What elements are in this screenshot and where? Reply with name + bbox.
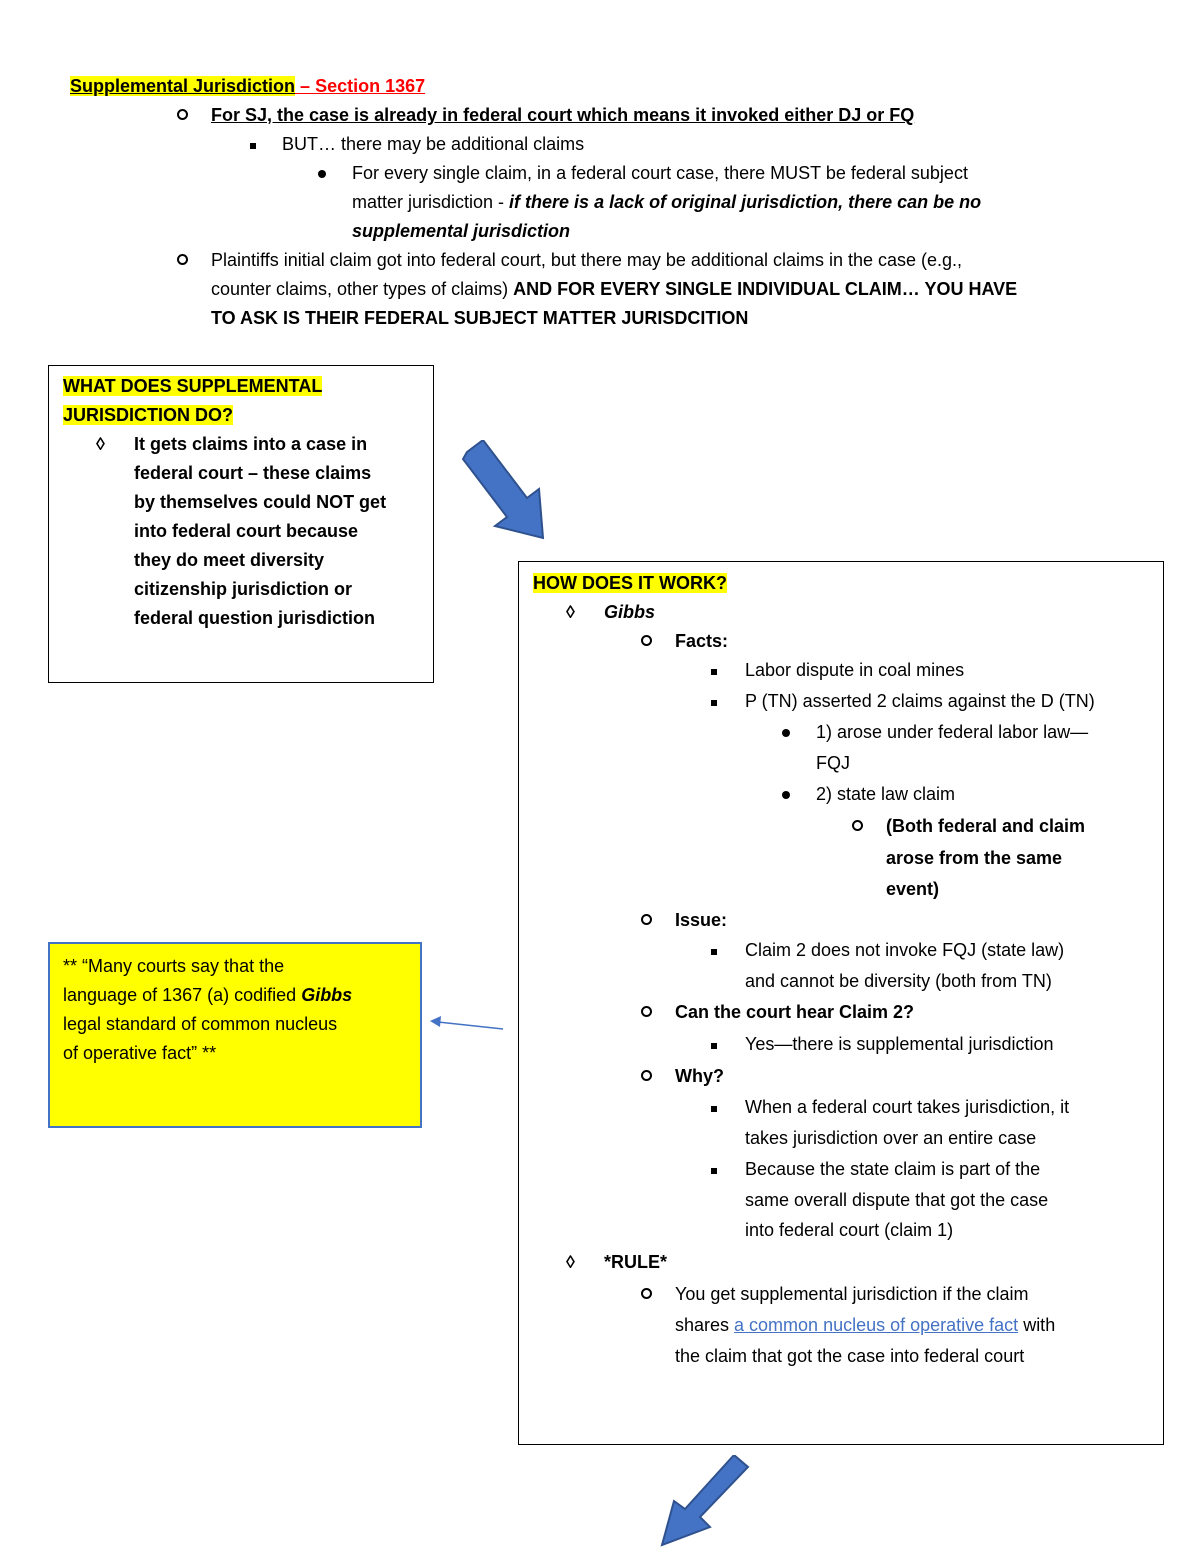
fact-2: P (TN) asserted 2 claims against the D (TN) (745, 691, 1095, 711)
circle-bullet-icon (641, 1062, 652, 1091)
issue-label: Issue: (675, 910, 728, 930)
what-line: they do meet diversity (134, 550, 325, 570)
rule-2 (675, 1311, 1055, 1340)
title-dash: – (295, 76, 316, 96)
quote-line-2b: Gibbs (301, 985, 353, 1005)
what-line: It gets claims into a case in (134, 434, 368, 454)
diamond-bullet-icon: ◊ (566, 1252, 575, 1272)
title-main: Supplemental Jurisdiction (70, 76, 296, 96)
dot-bullet-icon (318, 159, 326, 188)
intro-line-8: TO ASK IS THEIR FEDERAL SUBJECT MATTER JURISDCITION (211, 308, 749, 328)
page-title (70, 72, 425, 101)
can-label: Can the court hear Claim 2? (675, 1002, 915, 1022)
rule-2b: with (1018, 1315, 1056, 1335)
why-2b: same overall dispute that got the case (745, 1190, 1049, 1210)
square-bullet-icon (711, 1155, 717, 1184)
intro-line-5: supplemental jurisdiction (352, 221, 571, 241)
circle-bullet-icon (177, 101, 188, 130)
what-heading-2 (63, 401, 233, 430)
issue-1a: Claim 2 does not invoke FQJ (state law) (745, 940, 1065, 960)
rule-label: *RULE* (604, 1252, 668, 1272)
square-bullet-icon (711, 1030, 717, 1059)
why-1b: takes jurisdiction over an entire case (745, 1128, 1037, 1148)
intro-line-4 (352, 188, 981, 217)
issue-1b: and cannot be diversity (both from TN) (745, 971, 1052, 991)
intro-line-7 (211, 275, 1017, 304)
gibbs-label: Gibbs (604, 602, 656, 622)
intro-line-6: Plaintiffs initial claim got into federal court, but there may be additional claims in the case (e.g., (211, 250, 963, 270)
what-heading-1-text: WHAT DOES SUPPLEMENTAL (63, 376, 323, 396)
yes-line: Yes—there is supplemental jurisdiction (745, 1034, 1054, 1054)
claim-1b: FQJ (816, 753, 850, 773)
why-2c: into federal court (claim 1) (745, 1220, 954, 1240)
what-line: into federal court because (134, 521, 359, 541)
fact-1: Labor dispute in coal mines (745, 660, 965, 680)
intro-line-1: For SJ, the case is already in federal court which means it invoked either DJ or FQ (211, 105, 915, 125)
circle-bullet-icon (641, 627, 652, 656)
diamond-bullet-icon: ◊ (566, 602, 575, 622)
quote-line-2a: language of 1367 (a) codified (63, 985, 302, 1005)
quote-line-4: of operative fact” ** (63, 1043, 217, 1063)
common-nucleus-link[interactable]: a common nucleus of operative fact (734, 1315, 1019, 1335)
what-line: by themselves could NOT get (134, 492, 387, 512)
why-label: Why? (675, 1066, 724, 1086)
left-arrow-icon (428, 1012, 506, 1036)
what-line: federal court – these claims (134, 463, 372, 483)
rule-1: You get supplemental jurisdiction if the claim (675, 1284, 1029, 1304)
circle-bullet-icon (641, 906, 652, 935)
down-arrow-icon (455, 440, 555, 545)
what-heading-2-text: JURISDICTION DO? (63, 405, 234, 425)
dot-bullet-icon (782, 718, 790, 747)
why-2a: Because the state claim is part of the (745, 1159, 1041, 1179)
both-1: (Both federal and claim (886, 816, 1086, 836)
quote-line-2 (63, 981, 352, 1010)
how-heading (533, 569, 727, 598)
circle-bullet-icon (177, 246, 188, 275)
quote-line-1: ** “Many courts say that the (63, 956, 285, 976)
intro-line-2: BUT… there may be additional claims (282, 134, 585, 154)
square-bullet-icon (711, 936, 717, 965)
what-line: citizenship jurisdiction or (134, 579, 353, 599)
down-arrow-icon (652, 1455, 752, 1553)
diamond-bullet-icon: ◊ (96, 434, 105, 454)
quote-line-3: legal standard of common nucleus (63, 1014, 338, 1034)
how-heading-text: HOW DOES IT WORK? (533, 573, 727, 593)
claim-2: 2) state law claim (816, 784, 956, 804)
intro-line-3: For every single claim, in a federal court case, there MUST be federal subject (352, 163, 968, 183)
rule-3: the claim that got the case into federal court (675, 1346, 1025, 1366)
both-2: arose from the same (886, 848, 1063, 868)
dot-bullet-icon (782, 780, 790, 809)
circle-bullet-icon (852, 812, 863, 841)
intro-line-7b: AND FOR EVERY SINGLE INDIVIDUAL CLAIM… YOU HAVE (513, 279, 1018, 299)
circle-bullet-icon (641, 998, 652, 1027)
square-bullet-icon (250, 130, 256, 159)
intro-line-7a: counter claims, other types of claims) (211, 279, 514, 299)
intro-line-4b: if there is a lack of original jurisdiction, there can be no (509, 192, 982, 212)
square-bullet-icon (711, 687, 717, 716)
circle-bullet-icon (641, 1280, 652, 1309)
why-1a: When a federal court takes jurisdiction, it (745, 1097, 1070, 1117)
what-heading-1 (63, 372, 322, 401)
intro-line-4a: matter jurisdiction - (352, 192, 510, 212)
square-bullet-icon (711, 656, 717, 685)
both-3: event) (886, 879, 940, 899)
what-line: federal question jurisdiction (134, 608, 376, 628)
rule-2a: shares (675, 1315, 735, 1335)
square-bullet-icon (711, 1093, 717, 1122)
claim-1a: 1) arose under federal labor law— (816, 722, 1089, 742)
title-section: Section 1367 (315, 76, 426, 96)
facts-label: Facts: (675, 631, 729, 651)
